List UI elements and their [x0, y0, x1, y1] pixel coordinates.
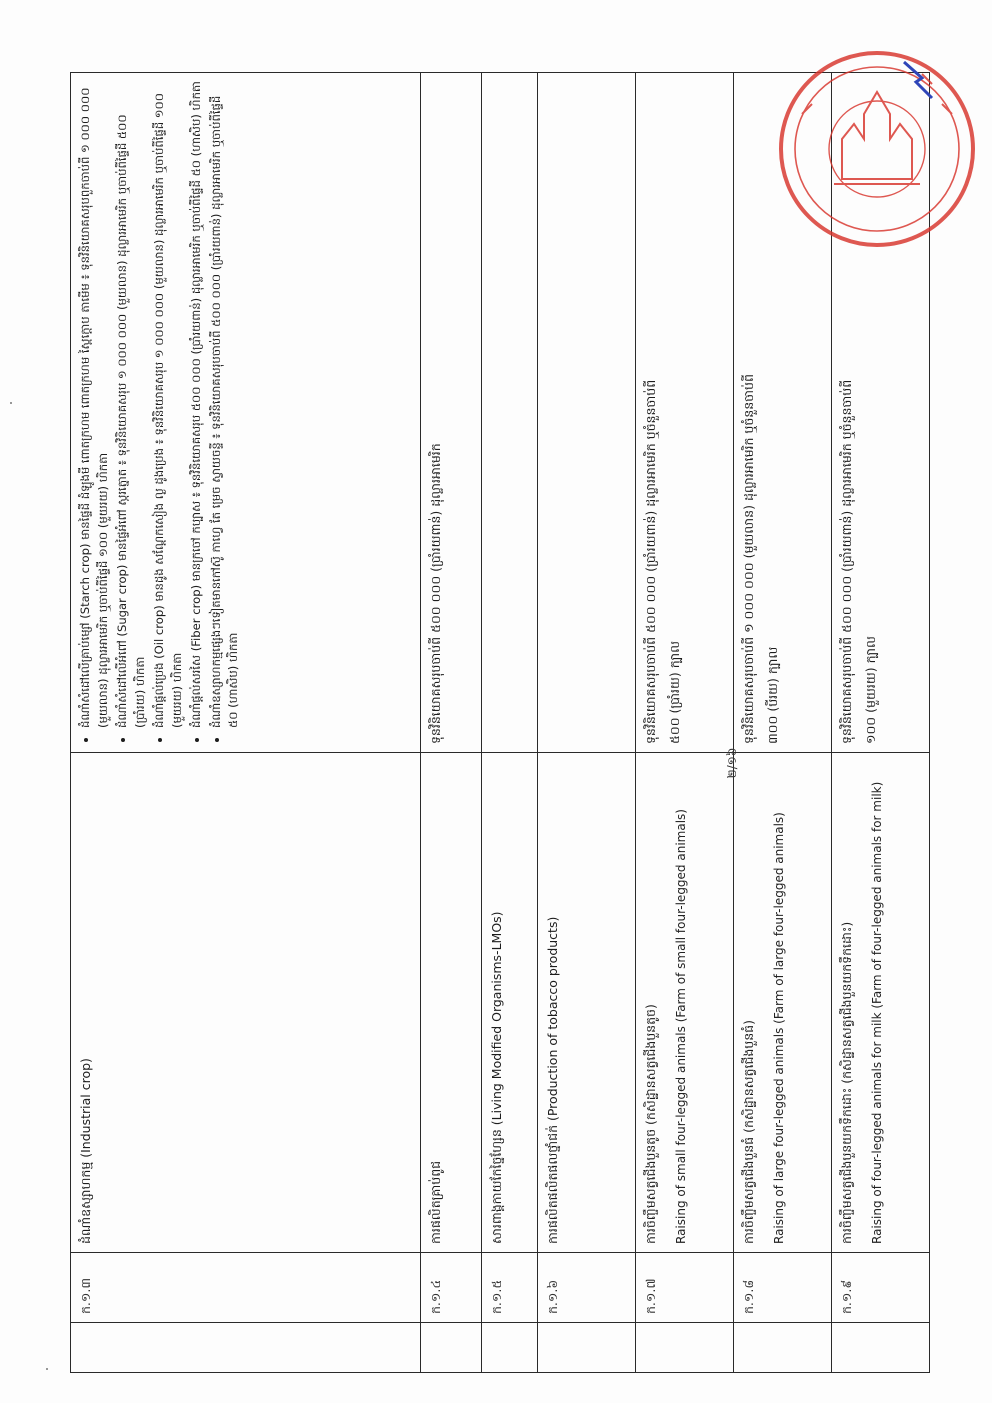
threshold-text: ទុនវិនិយោគសរុបចាប់ពី ១ ០០០ ០០០ (មួយលាន) ដុល្លារអាមេរិក ឬចំនួនចាប់ពី: [741, 374, 757, 744]
row-code: ក.១.៥: [482, 1253, 538, 1323]
blank-cell: [482, 1323, 538, 1373]
row-code: ក.១.៣: [71, 1253, 421, 1323]
activity-cell: [832, 753, 930, 1253]
page-number: ២/១៦: [725, 747, 739, 779]
activity-label: ដំណាំឧស្សាហកម្ម (Industrial crop): [78, 1058, 93, 1244]
threshold-cell: [420, 73, 482, 753]
rotated-content: [70, 73, 930, 1373]
blank-cell: [832, 1323, 930, 1373]
list-item: • ដំណាំឧស្សាហកម្មផ្សេងៗទៀតមានកៅស៊ូ កាហ្វេ តែ ម្រេច ស្វាយចន្ទី ៖ ទុនវិនិយោគសរុបចាប់ពី ៥០០ ០០០ (ប្រាំរយពាន់) ដុល្លារអាមេរិក ឬចាប់ពីផ្ទៃដី ៥០ (ហាសិប) ហិកតា: [208, 81, 243, 728]
table-row: [832, 73, 930, 1373]
activity-label: សារពាង្គកាយកែច្នៃហ្សែន (Living Modified Organisms-LMOs): [489, 911, 505, 1244]
activity-label: ការចិញ្ចឹមសត្វជើងបួនយកទឹកដោះ (កសិដ្ឋានសត្វជើងបួនយកទឹកដោះ): [839, 921, 855, 1244]
threshold-text: ៣០០ (បីរយ) ក្បាល: [765, 646, 781, 744]
list-item: • ដំណាំផ្តល់សរសៃ (Fiber crop) មានក្រចៅ កប្បាស ៖ ទុនវិនិយោគសរុប ៥០០ ០០០ (ប្រាំរយពាន់) ដុល្លារអាមេរិក ឬចាប់ពីផ្ទៃដី ៥០ (ហាសិប) ហិកតា: [188, 81, 206, 728]
activity-cell: [420, 753, 482, 1253]
activity-label: ការផលិតគ្រាប់ពូជ: [427, 1160, 443, 1244]
scan-speck: [10, 402, 12, 404]
row-code: ក.១.៩: [832, 1253, 930, 1323]
list-item: • ដំណាំផ្តល់ប្រេង (Oil crop) មានដូង សណ្តែកសៀង ល្ង ដូងប្រេង ៖ ទុនវិនិយោគសរុប ១ ០០០ ០០០ (មួយលាន) ដុល្លារអាមេរិក ឬចាប់ពីផ្ទៃដី ១០០ (មួយរយ) ហិកតា: [151, 81, 186, 728]
threshold-text: ទុនវិនិយោគសរុបចាប់ពី ៥០០ ០០០ (ប្រាំរយពាន់) ដុល្លារអាមេរិក: [427, 443, 443, 744]
crop-criteria-list: [77, 81, 243, 744]
activity-label: ការចិញ្ចឹមសត្វជើងបួនធំ (កសិដ្ឋានសត្វជើងបួនធំ): [741, 1020, 757, 1244]
table-row: [538, 73, 636, 1373]
activity-label-en: Raising of large four-legged animals (Farm of large four-legged animals): [772, 812, 787, 1244]
table-row: [482, 73, 538, 1373]
threshold-cell: [636, 73, 734, 753]
threshold-text: ទុនវិនិយោគសរុបចាប់ពី ៥០០ ០០០ (ប្រាំរយពាន់) ដុល្លារអាមេរិក ឬចំនួនចាប់ពី: [643, 379, 659, 744]
official-seal-icon: [772, 44, 982, 254]
blank-cell: [71, 1323, 421, 1373]
threshold-cell: [71, 73, 421, 753]
activity-cell: [71, 753, 421, 1253]
activity-label: ការចិញ្ចឹមសត្វជើងបួនតូច (កសិដ្ឋានសត្វជើងបួនតូច): [643, 1004, 659, 1244]
threshold-text: ទុនវិនិយោគសរុបចាប់ពី ៥០០ ០០០ (ប្រាំរយពាន់) ដុល្លារអាមេរិក ឬចំនួនចាប់ពី: [839, 379, 855, 744]
threshold-text: ៥០០ (ប្រាំរយ) ក្បាល: [667, 640, 683, 744]
table-row: [420, 73, 482, 1373]
activity-label-en: Raising of four-legged animals for milk (Farm of four-legged animals for milk): [870, 781, 885, 1244]
list-item: • ដំណាំសំដៅលើអំពៅ (Sugar crop) មានផ្ទៃអំពៅ ស្ករត្នោត ៖ ទុនវិនិយោគសរុប ១ ០០០ ០០០ (មួយលាន) ដុល្លារអាមេរិក ឬចាប់ពីផ្ទៃដី ៥០០ (ប្រាំរយ) ហិកតា: [114, 81, 149, 728]
row-code: ក.១.៤: [420, 1253, 482, 1323]
blank-cell: [420, 1323, 482, 1373]
activity-cell: [482, 753, 538, 1253]
list-item: • ដំណាំសំដៅលើគ្រាប់ម្សៅ (Starch crop) មានផ្ទៃដី ដំឡូងមី ពោតក្រហម ពោតក្រហម ស្ពៃក្តោប តាមើម ៖ ទុនវិនិយោគសរុបពួកចាប់ពី ១ ០០០ ០០០ (មួយលាន) ដុល្លារអាមេរិក ឬចាប់ពីផ្ទៃដី ១០០ (មួយរយ) ហិកតា: [77, 81, 112, 728]
scan-speck: [46, 1368, 48, 1370]
threshold-cell: [538, 73, 636, 753]
table-row: [71, 73, 421, 1373]
activity-cell: [636, 753, 734, 1253]
activity-cell: [734, 753, 832, 1253]
eia-activity-table: [70, 72, 930, 1373]
row-code: ក.១.៦: [538, 1253, 636, 1323]
threshold-cell: [482, 73, 538, 753]
table-row: [734, 73, 832, 1373]
row-code: ក.១.៨: [734, 1253, 832, 1323]
activity-label-en: Raising of small four-legged animals (Farm of small four-legged animals): [674, 809, 689, 1244]
blank-cell: [636, 1323, 734, 1373]
activity-cell: [538, 753, 636, 1253]
blank-cell: [734, 1323, 832, 1373]
threshold-text: ១០០ (មួយរយ) ក្បាល: [863, 636, 879, 744]
activity-label: ការផលិតផលិតផលថ្នាំជក់ (Production of tobacco products): [545, 916, 561, 1244]
blank-cell: [538, 1323, 636, 1373]
table-row: [636, 73, 734, 1373]
row-code: ក.១.៧: [636, 1253, 734, 1323]
